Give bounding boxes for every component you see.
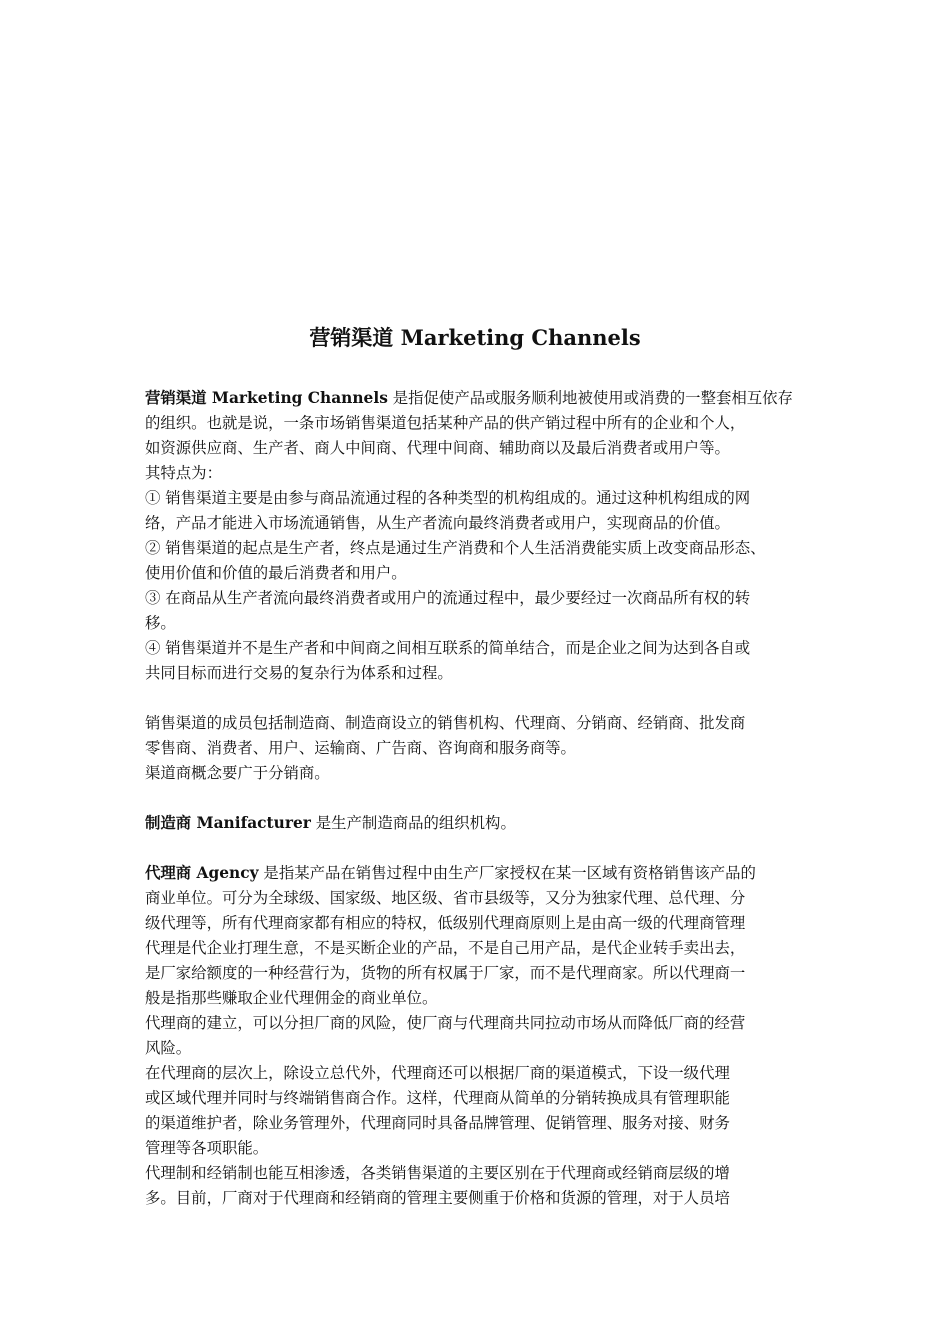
feature-line: ② 销售渠道的起点是生产者，终点是通过生产消费和个人生活消费能实质上改变商品形态、 [145,539,766,557]
feature-line: ④ 销售渠道并不是生产者和中间商之间相互联系的简单结合，而是企业之间为达到各自或 [145,639,751,657]
agency-line: 代理商的建立，可以分担厂商的风险，使厂商与代理商共同拉动市场从而降低厂商的经营 [145,1014,746,1032]
agency-line [145,861,825,886]
paragraph-gap [145,786,825,811]
feature-line: ① 销售渠道主要是由参与商品流通过程的各种类型的机构组成的。通过这种机构组成的网 [145,489,751,507]
agency-text: 是指某产品在销售过程中由生产厂家授权在某一区域有资格销售该产品的 [258,864,756,882]
manufacturer-text: 是生产制造商品的组织机构。 [310,814,516,832]
feature-line: ③ 在商品从生产者流向最终消费者或用户的流通过程中，最少要经过一次商品所有权的转 [145,589,751,607]
members-line: 销售渠道的成员包括制造商、制造商设立的销售机构、代理商、分销商、经销商、批发商 [145,714,746,732]
document-body [145,386,825,1211]
agency-line: 代理是代企业打理生意，不是买断企业的产品，不是自己用产品，是代企业转手卖出去， [145,939,746,957]
agency-line: 风险。 [145,1039,192,1057]
feature-line: 络，产品才能进入市场流通销售，从生产者流向最终消费者或用户，实现商品的价值。 [145,514,730,532]
intro-term: 营销渠道 Marketing Channels [145,389,388,407]
members-line: 零售商、消费者、用户、运输商、广告商、咨询商和服务商等。 [145,739,576,757]
feature-line: 共同目标而进行交易的复杂行为体系和过程。 [145,664,453,682]
paragraph-gap [145,836,825,861]
agency-line: 是厂家给额度的一种经营行为，货物的所有权属于厂家，而不是代理商家。所以代理商一 [145,964,746,982]
intro-line [145,386,825,411]
agency-line: 代理制和经销制也能互相渗透，各类销售渠道的主要区别在于代理商或经销商层级的增 [145,1164,730,1182]
agency-line: 商业单位。可分为全球级、国家级、地区级、省市县级等，又分为独家代理、总代理、分 [145,889,746,907]
agency-line: 般是指那些赚取企业代理佣金的商业单位。 [145,989,438,1007]
members-line: 渠道商概念要广于分销商。 [145,764,330,782]
agency-line: 级代理等，所有代理商家都有相应的特权，低级别代理商原则上是由高一级的代理商管理 [145,914,746,932]
feature-line: 使用价值和价值的最后消费者和用户。 [145,564,407,582]
intro-line: 的组织。也就是说，一条市场销售渠道包括某种产品的供产销过程中所有的企业和个人， [145,414,746,432]
agency-line: 管理等各项职能。 [145,1139,269,1157]
intro-line: 如资源供应商、生产者、商人中间商、代理中间商、辅助商以及最后消费者或用户等。 [145,439,730,457]
agency-line: 或区域代理并同时与终端销售商合作。这样，代理商从简单的分销转换成具有管理职能 [145,1089,730,1107]
agency-term: 代理商 Agency [145,864,259,882]
manufacturer-term: 制造商 Manifacturer [145,814,311,832]
document-title: 营销渠道 Marketing Channels [309,325,641,350]
intro-text: 是指促使产品或服务顺利地被使用或消费的一整套相互依存 [387,389,793,407]
intro-line: 其特点为： [145,464,222,482]
agency-line: 多。目前，厂商对于代理商和经销商的管理主要侧重于价格和货源的管理，对于人员培 [145,1189,730,1207]
manufacturer-line [145,811,825,836]
paragraph-gap [145,686,825,711]
agency-line: 在代理商的层次上，除设立总代外，代理商还可以根据厂商的渠道模式，下设一级代理 [145,1064,730,1082]
feature-line: 移。 [145,614,176,632]
agency-line: 的渠道维护者，除业务管理外，代理商同时具备品牌管理、促销管理、服务对接、财务 [145,1114,730,1132]
